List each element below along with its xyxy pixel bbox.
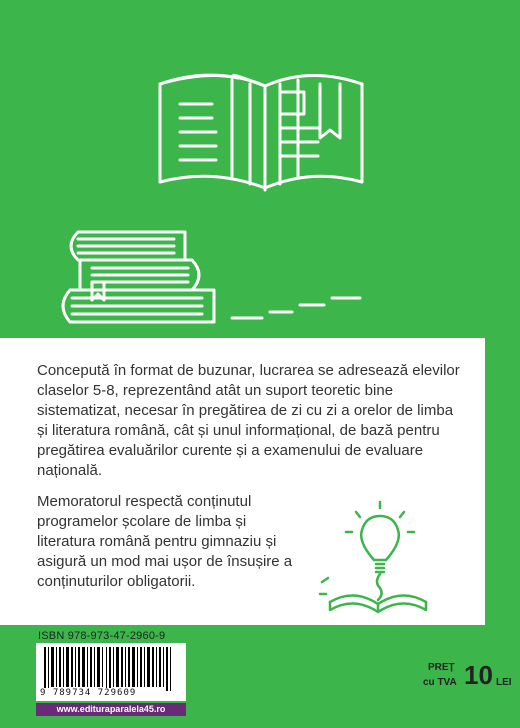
price-label: PREȚ: [428, 662, 455, 673]
cover-illustration: [0, 0, 520, 338]
website-link[interactable]: www.edituraparalela45.ro: [36, 703, 186, 716]
description-text: Concepută în format de buzunar, lucrarea se adresează elevilor claselor 5-8, reprezentând atât un suport teoretic bine sistematizat, necesar în pregătirea de zi cu zi a orelor de limba și literatura română, cât și unul informațional, de bază pentru pregătirea evaluărilor curente și a examenului de evaluare națională.: [37, 362, 460, 479]
speed-lines: [232, 298, 360, 318]
memorator-text: Memoratorul respectă conținutul programelor școlare de limba și literatura română pentru gimnaziu și asigură un mod mai ușor de însușire a conținuturilor obligatorii.: [37, 493, 293, 590]
price-value: 10: [464, 660, 493, 690]
isbn-label: ISBN 978-973-47-2960-9: [38, 630, 166, 642]
price-suffix: cu TVA: [423, 677, 457, 688]
price-currency: LEI: [496, 677, 512, 688]
book-stack-icon: [63, 232, 214, 322]
barcode-digits: 9 789734 729609: [40, 688, 137, 698]
lightbulb-book-icon: [318, 490, 428, 615]
open-book-icon: [160, 75, 362, 190]
